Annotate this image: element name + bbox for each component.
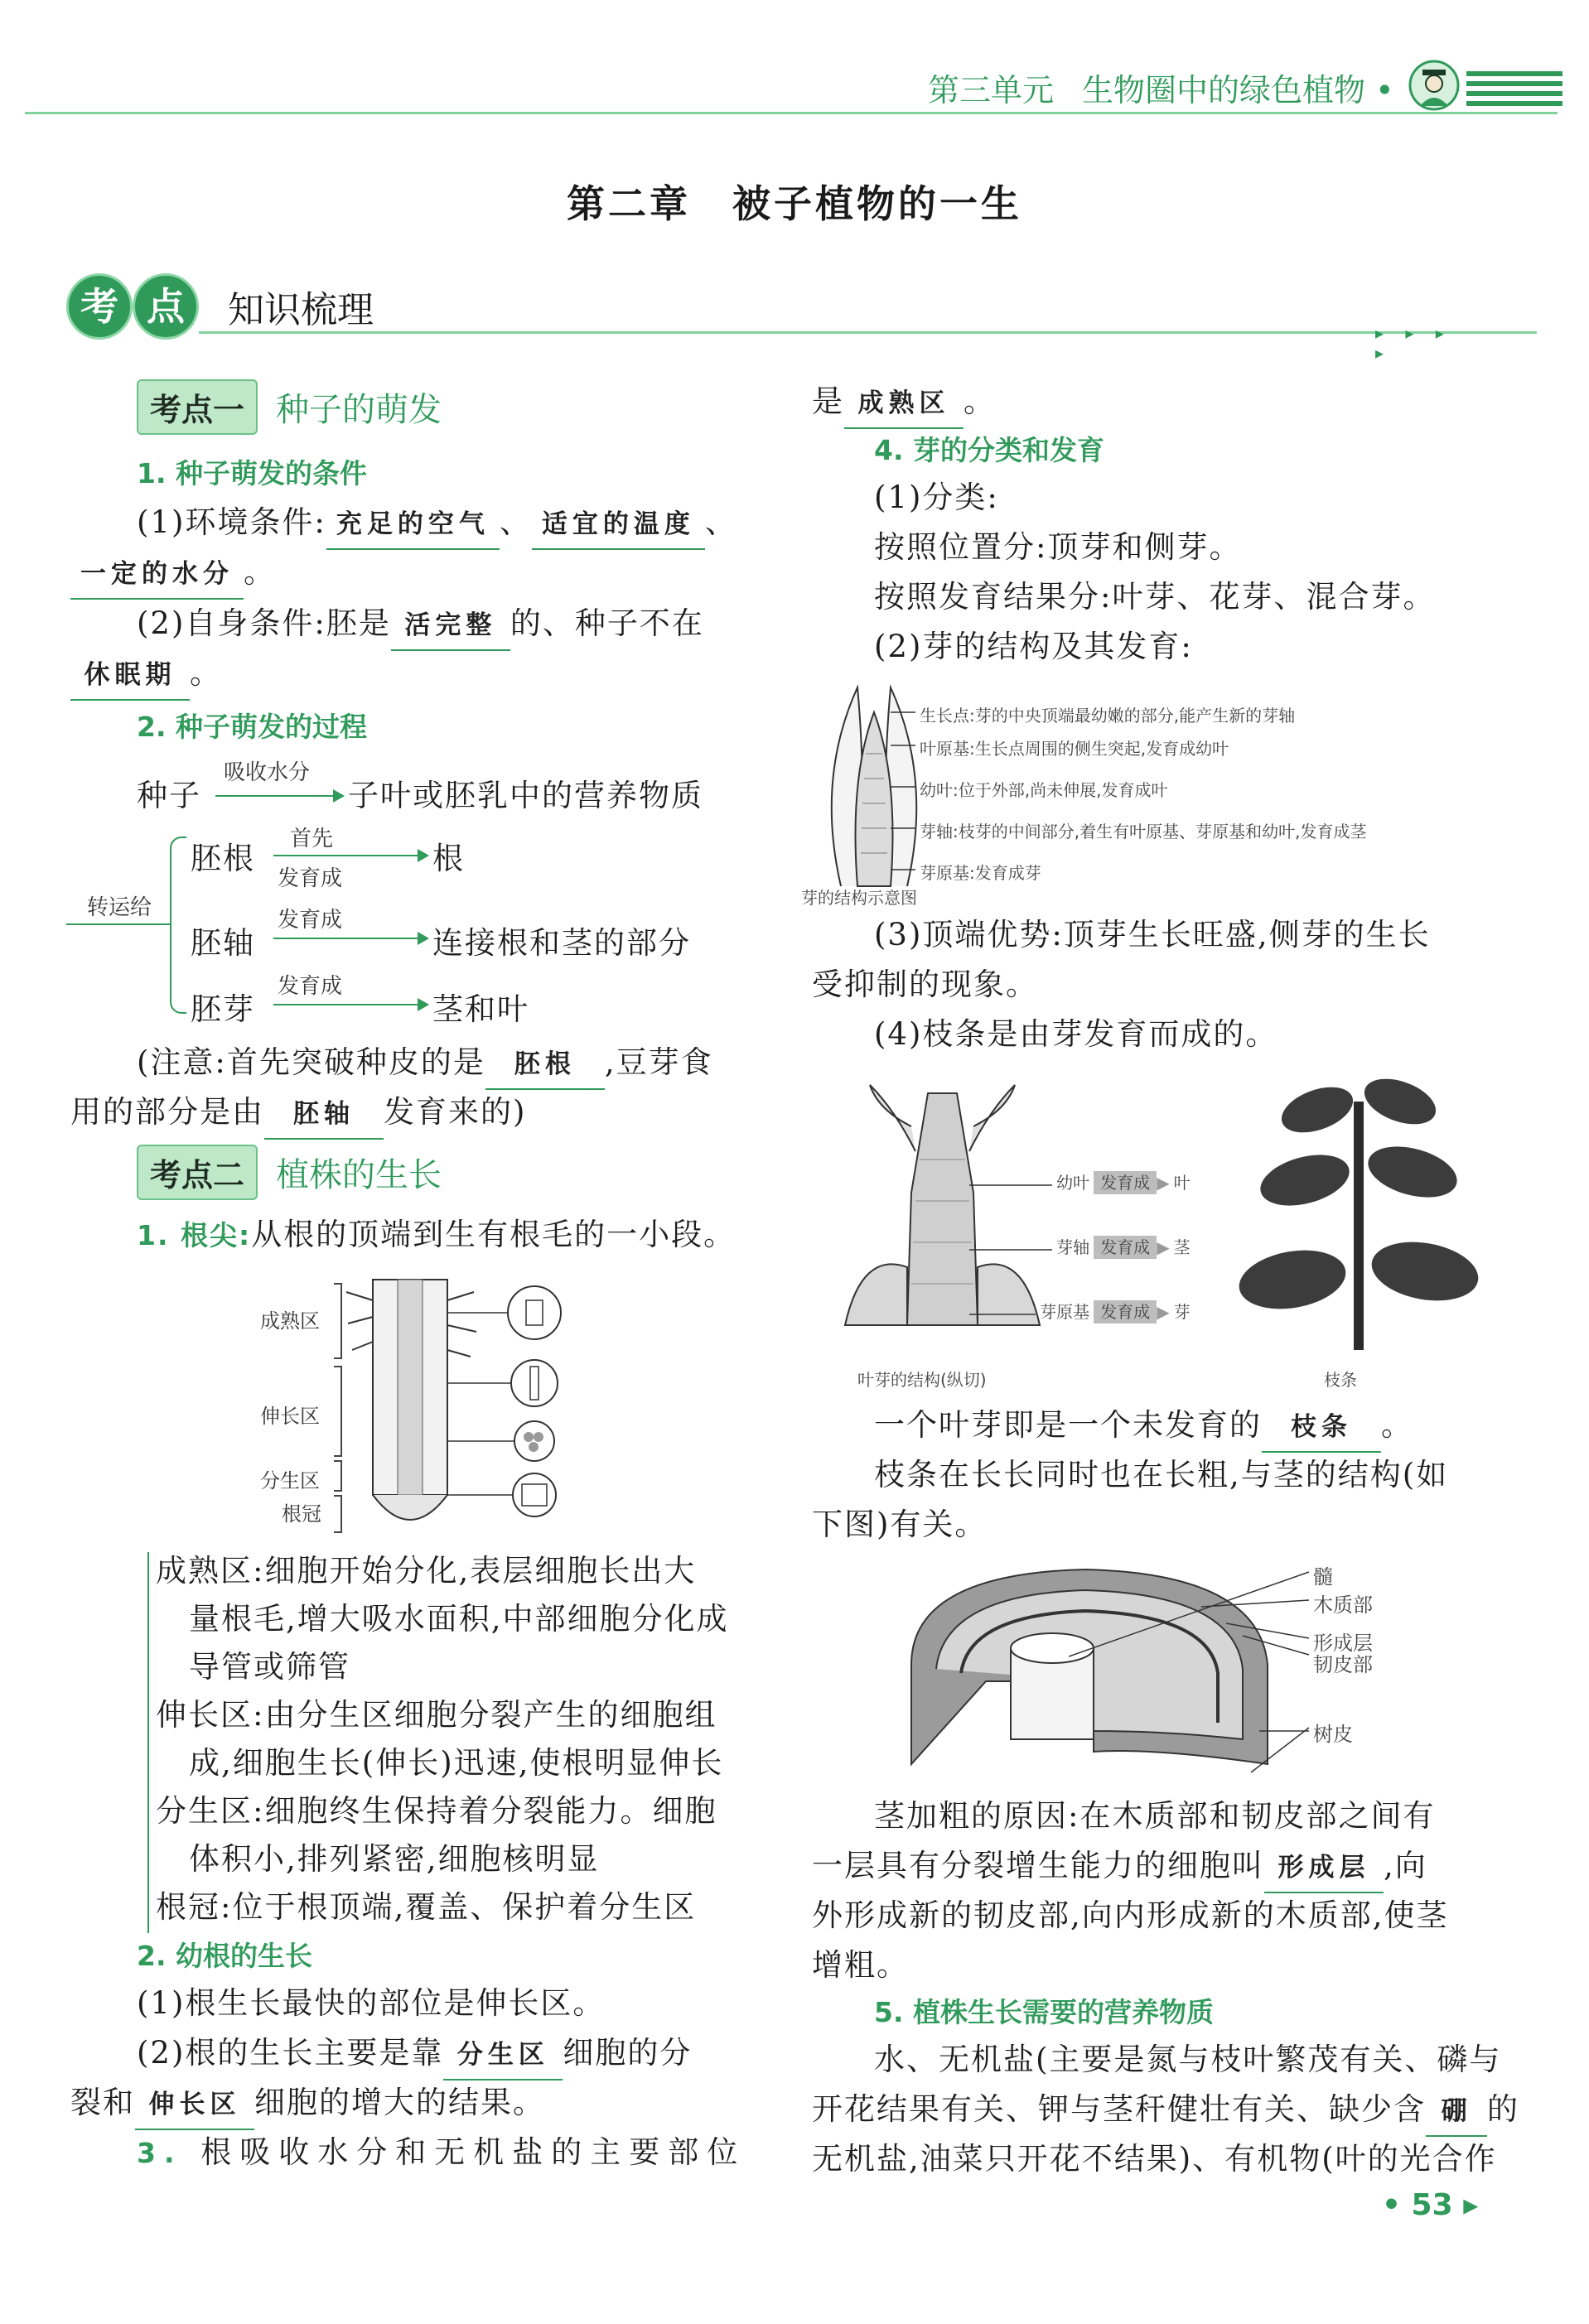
kp2-heading-young-root: 2. 幼根的生长	[137, 1940, 312, 1972]
root-tip-figure	[249, 1267, 563, 1540]
bud-label-3: 芽轴:枝芽的中间部分,着生有叶原基、芽原基和幼叶,发育成茎	[920, 822, 1367, 841]
right-c9a: 茎加粗的原因:在木质部和韧皮部之间有	[874, 1798, 1436, 1834]
answer-branch: 枝条	[1262, 1403, 1381, 1453]
flow-first-label: 首先	[290, 827, 334, 851]
stem-leader-lines	[1069, 1557, 1317, 1806]
kp1-heading-conditions: 1. 种子萌发的条件	[137, 457, 367, 489]
header-stripes	[1466, 70, 1562, 113]
kp2-title: 植株的生长	[276, 1156, 442, 1194]
branch-caption: 枝条	[1324, 1370, 1357, 1390]
flow-arrow-4-head	[418, 998, 429, 1011]
germination-flow	[66, 754, 779, 1035]
flow-arrow-3-head	[418, 932, 429, 945]
right-c2: 按照位置分:顶芽和侧芽。	[874, 529, 1242, 565]
kp1-title: 种子的萌发	[276, 391, 442, 429]
zone-desc-bracket	[147, 1552, 149, 1933]
flow-arrow-2-head	[418, 849, 429, 862]
right-c5b: 受抑制的现象。	[812, 967, 1038, 1002]
kp2-g2-line: (2)根的生长主要是靠 分生区 细胞的分	[137, 2029, 692, 2081]
kp1-env-line2: 一定的水分 。	[70, 548, 276, 600]
kp1-self-line: (2)自身条件:胚是 活完整 的、种子不在	[137, 600, 704, 651]
kp2-badge: 考点二	[137, 1145, 258, 1200]
stem-label-3: 韧皮部	[1313, 1653, 1373, 1676]
right-c10b-line: 开花结果有关、钾与茎秆健壮有关、缺少含 硼 的	[812, 2085, 1519, 2137]
right-c3: 按照发育结果分:叶芽、花芽、混合芽。	[874, 579, 1436, 615]
flow-root: 根	[432, 841, 465, 876]
stem-label-0: 髓	[1313, 1565, 1333, 1589]
bud-structure-figure	[799, 679, 1504, 911]
dev-row-1: 芽轴 发育成 ▶ 茎	[1056, 1237, 1191, 1257]
kp1-badge: 考点一	[137, 379, 258, 435]
flow-transport-label: 转运给	[87, 895, 152, 920]
right-c4: (2)芽的结构及其发育:	[874, 629, 1193, 664]
answer-temperature: 适宜的温度	[532, 500, 705, 550]
answer-air: 充足的空气	[326, 500, 500, 550]
zone-cap-label: 根冠	[282, 1502, 321, 1526]
section-badge-1: 考	[66, 273, 133, 340]
right-c10c: 无机盐,油菜只开花不结果)、有机物(叶的光合作	[812, 2141, 1497, 2177]
bud-leader-lines	[891, 679, 915, 898]
flow-arrow-1-head	[333, 789, 345, 803]
zone-mature-label: 成熟区	[260, 1309, 320, 1333]
answer-meristem: 分生区	[443, 2031, 563, 2081]
flow-develop1-label: 发育成	[278, 866, 343, 891]
chapter-title: 第二章 被子植物的一生	[567, 181, 1022, 226]
header-rule	[25, 112, 1558, 114]
flow-arrow-4	[273, 1004, 423, 1005]
kp2-h3-line: 3. 根吸收水分和无机盐的主要部位	[137, 2134, 746, 2170]
bud-label-1: 叶原基:生长点周围的侧生突起,发育成幼叶	[920, 739, 1229, 759]
zone-meri-label: 分生区	[260, 1469, 320, 1492]
flow-arrow-2	[273, 855, 423, 856]
right-c10a: 水、无机盐(主要是氮与枝叶繁茂有关、磷与	[874, 2042, 1502, 2077]
section-rule	[199, 331, 1537, 334]
kp1-heading-process: 2. 种子萌发的过程	[137, 711, 367, 743]
header-unit: 第三单元 生物圈中的绿色植物 •	[928, 72, 1394, 108]
kp1-header	[137, 379, 442, 435]
kp2-root-tip-line: 1. 根尖:从根的顶端到生有根毛的一小段。	[137, 1217, 737, 1252]
right-heading-bud: 4. 芽的分类和发育	[874, 434, 1104, 466]
kp1-self-line2: 休眠期 。	[70, 649, 222, 701]
right-is-line: 是 成熟区 。	[812, 378, 996, 429]
zone-elong-label: 伸长区	[260, 1405, 320, 1428]
flow-arrow-3	[273, 938, 423, 939]
flow-seed: 种子	[137, 778, 201, 813]
answer-radicle: 胚根	[485, 1040, 605, 1090]
right-c8b: 下图)有关。	[812, 1507, 988, 1542]
flow-nutrient: 子叶或胚乳中的营养物质	[348, 778, 703, 813]
kp1-env-line: (1)环境条件: 充足的空气 、 适宜的温度 、	[137, 499, 750, 550]
section-title: 知识梳理	[228, 289, 374, 331]
right-c9d: 增粗。	[812, 1947, 909, 1983]
bud-label-4: 芽原基:发育成芽	[920, 863, 1041, 883]
answer-complete-embryo: 活完整	[391, 601, 510, 651]
branch-drawing	[1226, 1077, 1491, 1358]
zone-desc-1: 成熟区:细胞开始分化,表层细胞长出大 量根毛,增大吸水面积,中部细胞分化成 导管或筛管 伸长区:由分生区细胞分裂产生的细胞组 成,细胞生长(伸长)迅速,使根明显伸长 分生区:细胞终生保持着分裂能力。细胞 体积小,排列紧密,细胞核明显 根冠:位于根顶端,覆盖、保护着分生区	[156, 1553, 729, 1925]
right-heading-nutrients: 5. 植株生长需要的营养物质	[874, 1996, 1214, 2028]
answer-dormancy: 休眠期	[70, 651, 190, 701]
bud-label-2: 幼叶:位于外部,尚未伸展,发育成叶	[920, 780, 1168, 800]
kp1-note-line: (注意:首先突破种皮的是 胚根 ,豆芽食	[137, 1039, 713, 1090]
answer-boron: 硼	[1426, 2087, 1487, 2137]
dev-row-0: 幼叶 发育成 ▶ 叶	[1056, 1173, 1191, 1193]
flow-transport-line	[66, 923, 170, 925]
right-c7-line: 一个叶芽即是一个未发育的 枝条 。	[874, 1401, 1413, 1453]
right-c6: (4)枝条是由芽发育而成的。	[874, 1016, 1278, 1052]
stem-label-2: 形成层	[1313, 1632, 1373, 1655]
answer-water: 一定的水分	[70, 550, 244, 600]
leafbud-figure	[837, 1077, 1500, 1391]
leafbud-caption: 叶芽的结构(纵切)	[857, 1370, 987, 1390]
right-c9c: 外形成新的韧皮部,向内形成新的木质部,使茎	[812, 1897, 1449, 1933]
flow-develop2-label: 发育成	[278, 908, 343, 933]
stem-label-4: 树皮	[1313, 1723, 1353, 1746]
kp2-g1: (1)根生长最快的部位是伸长区。	[137, 1985, 606, 2021]
answer-elongation: 伸长区	[135, 2081, 254, 2130]
kp2-header	[137, 1145, 442, 1200]
answer-mature-zone: 成熟区	[844, 379, 964, 429]
flow-arrow-1	[215, 795, 340, 797]
section-badge-2: 点	[133, 273, 199, 340]
arrow-icons: ▸ ▸ ▸ ▸	[1375, 323, 1452, 363]
flow-hypocotyl: 胚轴	[191, 925, 255, 961]
right-c1: (1)分类:	[874, 480, 999, 515]
right-c5a: (3)顶端优势:顶芽生长旺盛,侧芽的生长	[874, 917, 1431, 952]
dev-row-2: 芽原基 发育成 ▶ 芽	[1040, 1302, 1191, 1322]
kp2-g2-line2: 裂和 伸长区 细胞的增大的结果。	[70, 2079, 545, 2130]
section-banner	[66, 273, 1475, 363]
right-c9b-line: 一层具有分裂增生能力的细胞叫 形成层 ,向	[812, 1842, 1427, 1893]
stem-figure	[903, 1557, 1483, 1806]
flow-radicle: 胚根	[191, 841, 255, 876]
flow-develop3-label: 发育成	[278, 974, 343, 999]
answer-cambium: 形成层	[1264, 1844, 1384, 1893]
bud-caption: 芽的结构示意图	[801, 888, 917, 908]
root-tip-drawing	[249, 1267, 563, 1540]
kp1-note-line2: 用的部分是由 胚轴 发育来的)	[70, 1088, 526, 1140]
stem-label-1: 木质部	[1313, 1594, 1373, 1617]
bud-label-0: 生长点:芽的中央顶端最幼嫩的部分,能产生新的芽轴	[920, 706, 1296, 726]
right-c8a: 枝条在长长同时也在长粗,与茎的结构(如	[874, 1457, 1449, 1492]
flow-plumule: 胚芽	[191, 991, 255, 1027]
flow-absorb-label: 吸收水分	[224, 760, 311, 785]
flow-stem-leaf: 茎和叶	[432, 991, 529, 1027]
student-avatar-icon	[1408, 60, 1460, 111]
page-number: • 53 ▸	[1382, 2188, 1479, 2222]
answer-hypocotyl: 胚轴	[264, 1090, 384, 1140]
flow-connect: 连接根和茎的部分	[432, 925, 691, 961]
flow-brace	[170, 837, 186, 1014]
